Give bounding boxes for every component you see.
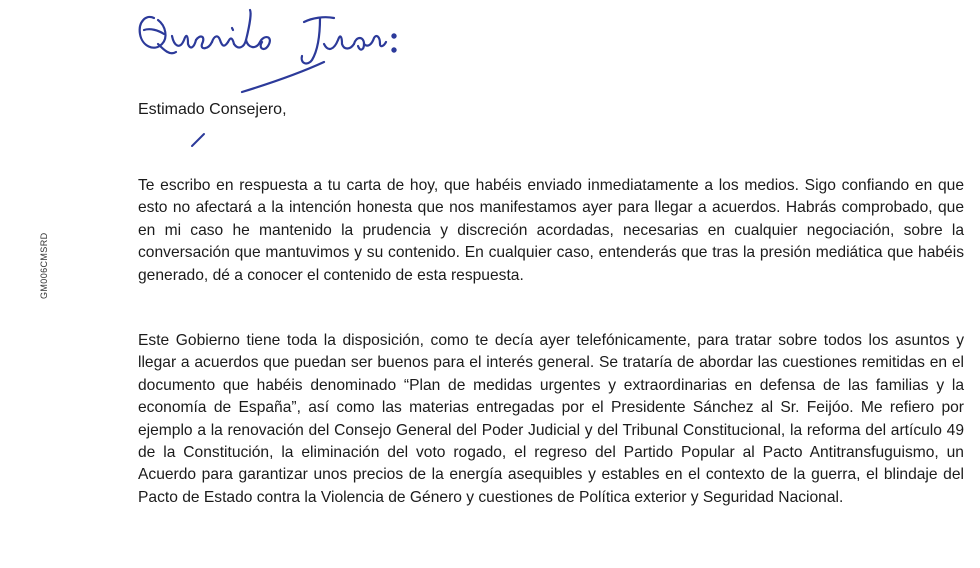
pen-mark [190, 130, 210, 150]
salutation: Estimado Consejero, [138, 101, 287, 118]
handwritten-greeting-drawing [128, 0, 408, 95]
side-document-code: GM006CMSRD [39, 232, 49, 299]
handwritten-greeting-text [128, 0, 129, 1]
body-paragraph-2: Este Gobierno tiene toda la disposición, como te decía ayer telefónicamente, para tratar sobre todos los asuntos y llegar a acuerdos que puedan ser buenos para el interés general. Se trataría de abordar las cuestiones remitidas en el documento que habéis denominado “Plan de medidas urgentes y extraordinarias en defensa de las familias y la economía de España”, así como las materias entregadas por el Presidente Sánchez al Sr. Feijóo. Me refiero por ejemplo a la renovación del Consejo General del Poder Judicial y del Tribunal Constitucional, la reforma del artículo 49 de la Constitución, la eliminación del voto rogado, el regreso del Partido Popular al Pacto Antitransfuguismo, un Acuerdo para garantizar unos precios de la energía asequibles y estables en el contexto de la guerra, el blindaje del Pacto de Estado contra la Violencia de Género y cuestiones de Política exterior y Seguridad Nacional. [138, 332, 964, 506]
body-paragraph-1: Te escribo en respuesta a tu carta de hoy, que habéis enviado inmediatamente a los medios. Sigo confiando en que esto no afectará a la intención honesta que nos manifestamos ayer para llegar a acuerdos. Habrás comprobado, que en mi caso he mantenido la prudencia y discreción acordadas, necesarias en cualquier negociación, sobre la conversación que mantuvimos y su contenido. En cualquier caso, entenderás que tras la presión mediática que habéis generado, dé a conocer el contenido de esta respuesta. [138, 177, 964, 284]
handwritten-greeting [128, 0, 408, 95]
